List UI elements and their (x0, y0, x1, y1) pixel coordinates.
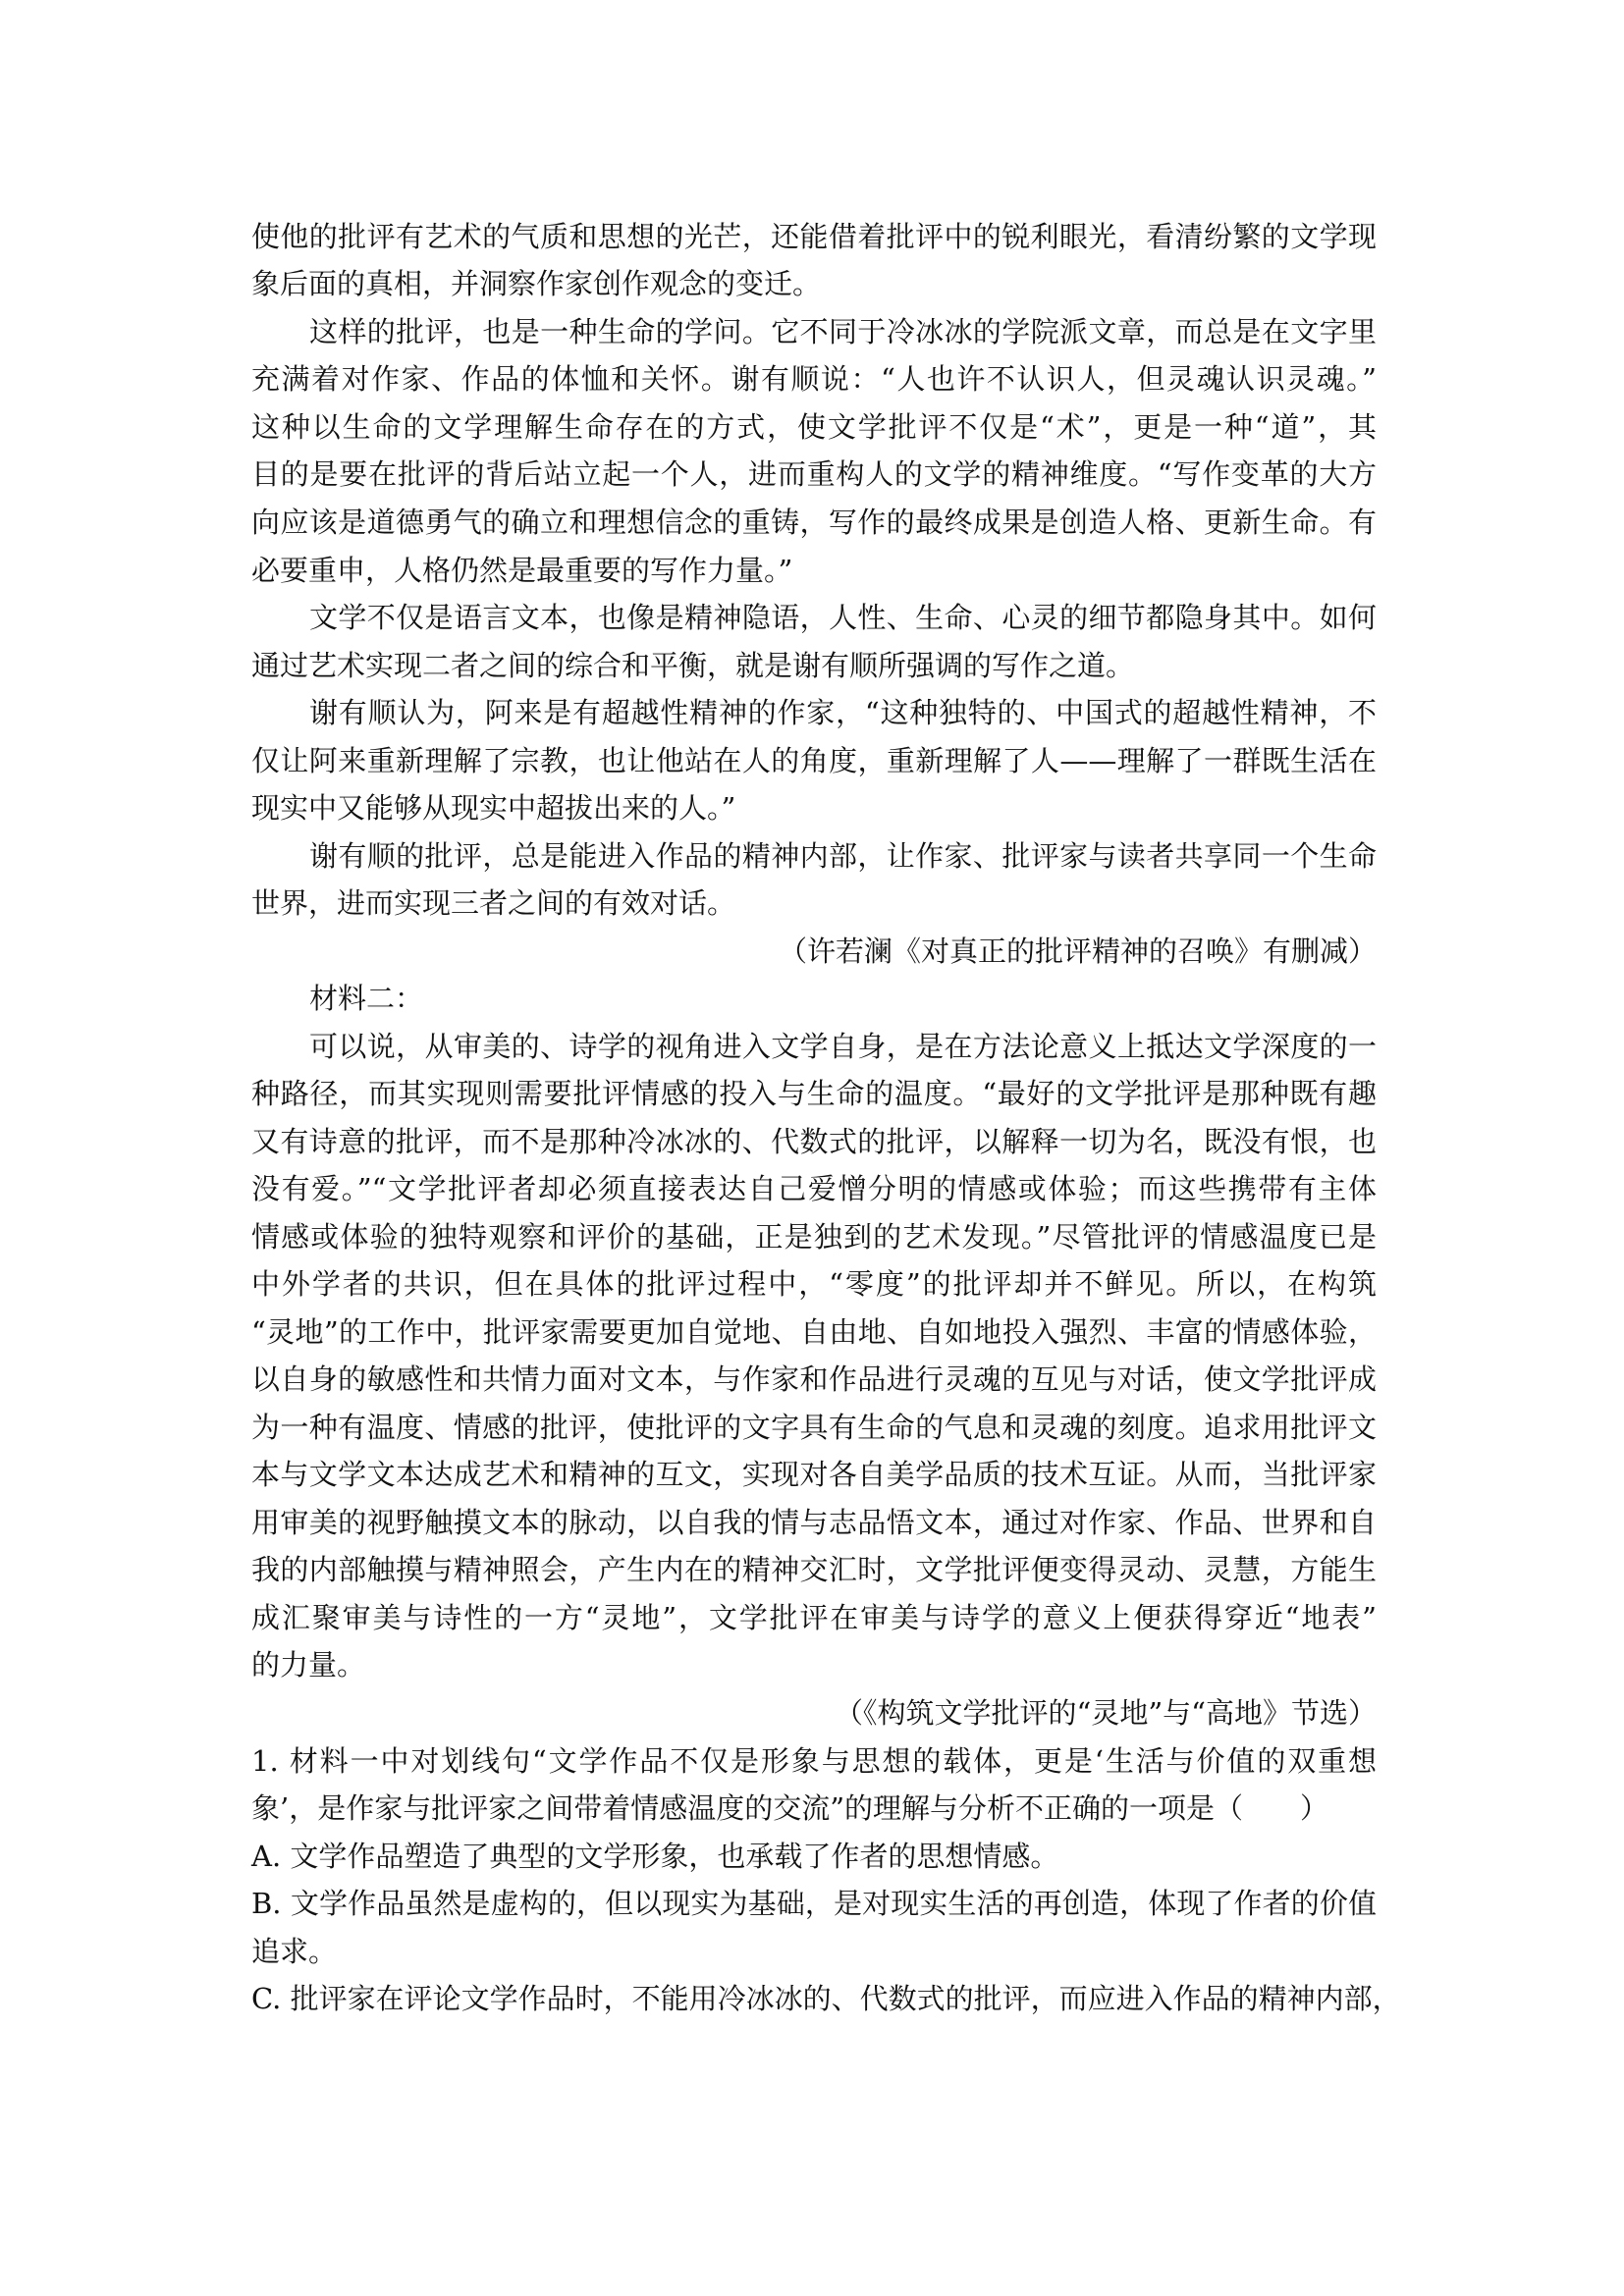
paragraph-line: 世界，进而实现三者之间的有效对话。 (251, 886, 736, 920)
paragraph-line: 向应该是道德勇气的确立和理想信念的重铸，写作的最终成果是创造人格、更新生命。有 (251, 506, 1377, 539)
paragraph-line: 情感或体验的独特观察和评价的基础，正是独到的艺术发现。”尽管批评的情感温度已是 (251, 1220, 1377, 1254)
paragraph-line: 用审美的视野触摸文本的脉动，以自我的情与志品悟文本，通过对作家、作品、世界和自 (251, 1506, 1377, 1539)
paragraph-line: 以自身的敏感性和共情力面对文本，与作家和作品进行灵魂的互见与对话，使文学批评成 (251, 1362, 1377, 1396)
source-citation: （许若澜《对真正的批评精神的召唤》有删减） (778, 934, 1377, 968)
paragraph-line: 没有爱。”“文学批评者却必须直接表达自己爱憎分明的情感或体验；而这些携带有主体 (251, 1172, 1377, 1205)
paragraph-line: 为一种有温度、情感的批评，使批评的文字具有生命的气息和灵魂的刻度。追求用批评文 (251, 1411, 1377, 1444)
paragraph-line: 必要重申，人格仍然是最重要的写作力量。” (251, 554, 793, 587)
paragraph-line: 使他的批评有艺术的气质和思想的光芒，还能借着批评中的锐利眼光，看清纷繁的文学现 (251, 220, 1377, 253)
source-citation: （《构筑文学批评的“灵地”与“高地》节选） (835, 1696, 1377, 1730)
paragraph-line: 文学不仅是语言文本，也像是精神隐语，人性、生命、心灵的细节都隐身其中。如何 (309, 601, 1377, 634)
paragraph-line: 仅让阿来重新理解了宗教，也让他站在人的角度，重新理解了人——理解了一群既生活在 (251, 744, 1377, 777)
question-stem: 1. 材料一中对划线句“文学作品不仅是形象与思想的载体，更是‘生活与价值的双重想 (251, 1744, 1377, 1778)
paragraph-line: 我的内部触摸与精神照会，产生内在的精神交汇时，文学批评便变得灵动、灵慧，方能生 (251, 1553, 1377, 1586)
paragraph-line: 象后面的真相，并洞察作家创作观念的变迁。 (251, 267, 822, 300)
paragraph-line: 充满着对作家、作品的体恤和关怀。谢有顺说：“人也许不认识人，但灵魂认识灵魂。” (251, 362, 1377, 396)
answer-option-c: C. 批评家在评论文学作品时，不能用冷冰冰的、代数式的批评，而应进入作品的精神内部， (251, 1982, 1401, 2015)
paragraph-line: 中外学者的共识，但在具体的批评过程中，“零度”的批评却并不鲜见。所以，在构筑 (251, 1267, 1377, 1301)
paragraph-line: 谢有顺认为，阿来是有超越性精神的作家，“这种独特的、中国式的超越性精神，不 (309, 696, 1377, 729)
section-heading: 材料二： (309, 982, 424, 1015)
answer-option-a: A. 文学作品塑造了典型的文学形象，也承载了作者的思想情感。 (251, 1840, 1059, 1873)
paragraph-line: 现实中又能够从现实中超拔出来的人。” (251, 791, 736, 825)
paragraph-line: 这样的批评，也是一种生命的学问。它不同于冷冰冰的学院派文章，而总是在文字里 (309, 315, 1377, 348)
paragraph-line: 成汇聚审美与诗性的一方“灵地”，文学批评在审美与诗学的意义上便获得穿近“地表” (251, 1601, 1377, 1634)
paragraph-line: 通过艺术实现二者之间的综合和平衡，就是谢有顺所强调的写作之道。 (251, 649, 1135, 682)
paragraph-line: “灵地”的工作中，批评家需要更加自觉地、自由地、自如地投入强烈、丰富的情感体验， (251, 1315, 1377, 1349)
paragraph-line: 这种以生命的文学理解生命存在的方式，使文学批评不仅是“术”，更是一种“道”，其 (251, 410, 1377, 444)
paragraph-line: 种路径，而其实现则需要批评情感的投入与生命的温度。“最好的文学批评是那种既有趣 (251, 1077, 1377, 1110)
paragraph-line: 的力量。 (251, 1648, 366, 1682)
paragraph-line: 可以说，从审美的、诗学的视角进入文学自身，是在方法论意义上抵达文学深度的一 (309, 1030, 1377, 1063)
paragraph-line: 本与文学文本达成艺术和精神的互文，实现对各自美学品质的技术互证。从而，当批评家 (251, 1458, 1377, 1491)
paragraph-line: 谢有顺的批评，总是能进入作品的精神内部，让作家、批评家与读者共享同一个生命 (309, 839, 1377, 873)
question-stem: 象’，是作家与批评家之间带着情感温度的交流”的理解与分析不正确的一项是（ ） (251, 1791, 1329, 1825)
answer-option-b-continued: 追求。 (251, 1935, 338, 1968)
answer-option-b: B. 文学作品虽然是虚构的，但以现实为基础，是对现实生活的再创造，体现了作者的价值 (251, 1887, 1377, 1920)
paragraph-line: 目的是要在批评的背后站立起一个人，进而重构人的文学的精神维度。“写作变革的大方 (251, 457, 1377, 491)
paragraph-line: 又有诗意的批评，而不是那种冷冰冰的、代数式的批评，以解释一切为名，既没有恨，也 (251, 1125, 1377, 1158)
